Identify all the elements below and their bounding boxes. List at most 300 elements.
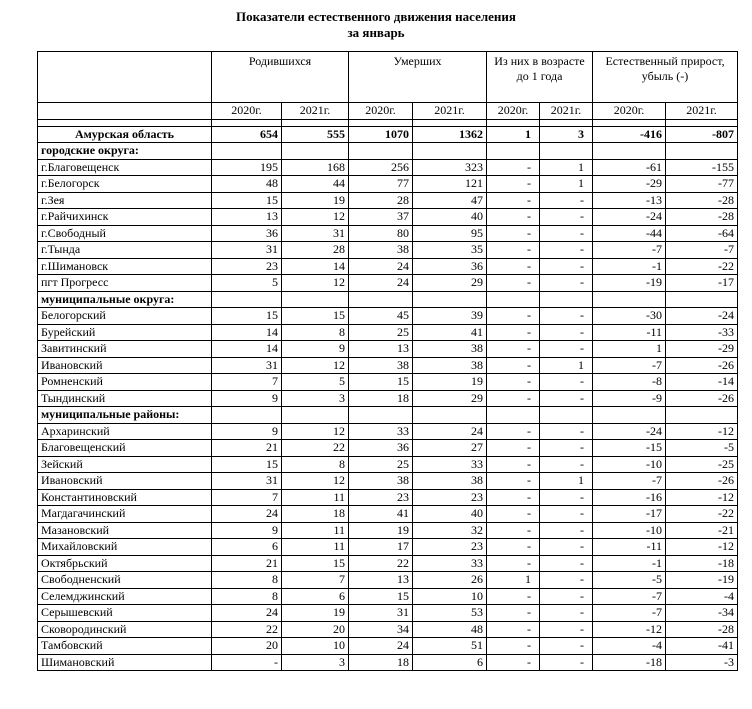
row-label: Тындинский <box>38 390 212 407</box>
table-cell: 18 <box>282 506 349 523</box>
table-row <box>38 192 738 209</box>
table-cell: 38 <box>349 242 413 259</box>
table-cell: 12 <box>282 357 349 374</box>
table-cell: 23 <box>413 539 487 556</box>
row-label: г.Белогорск <box>38 176 212 193</box>
table-cell: - <box>487 390 540 407</box>
table-cell: - <box>540 555 593 572</box>
table-cell: -15 <box>593 440 666 457</box>
header-natural: Естественный прирост, убыль (-) <box>593 52 738 103</box>
table-cell: 36 <box>212 225 282 242</box>
table-cell: 35 <box>413 242 487 259</box>
table-cell: -155 <box>666 159 738 176</box>
table-cell: - <box>487 209 540 226</box>
table-cell: -29 <box>593 176 666 193</box>
table-cell: -19 <box>593 275 666 292</box>
row-label: городские округа: <box>38 143 212 160</box>
table-cell: -7 <box>593 605 666 622</box>
row-label: Свободненский <box>38 572 212 589</box>
table-cell: 1070 <box>349 126 413 143</box>
table-cell <box>212 143 282 160</box>
table-cell: -41 <box>666 638 738 655</box>
table-cell: -19 <box>666 572 738 589</box>
row-label: Ивановский <box>38 473 212 490</box>
table-row <box>38 176 738 193</box>
table-cell: - <box>540 225 593 242</box>
row-label: Белогорский <box>38 308 212 325</box>
table-cell: -4 <box>666 588 738 605</box>
table-cell: -30 <box>593 308 666 325</box>
table-cell: - <box>487 440 540 457</box>
section-header <box>38 291 738 308</box>
table-cell: 9 <box>212 423 282 440</box>
table-cell: 24 <box>212 605 282 622</box>
table-cell: - <box>487 605 540 622</box>
table-cell: -61 <box>593 159 666 176</box>
header-blank <box>38 52 212 103</box>
table-cell: 8 <box>212 572 282 589</box>
table-cell: - <box>540 506 593 523</box>
table-cell: - <box>487 374 540 391</box>
table-row <box>38 308 738 325</box>
header-died: Умерших <box>349 52 487 103</box>
row-label: Селемджинский <box>38 588 212 605</box>
table-cell: - <box>540 341 593 358</box>
table-cell: -10 <box>593 456 666 473</box>
table-cell: 9 <box>212 390 282 407</box>
table-cell: 21 <box>212 555 282 572</box>
row-label: г.Зея <box>38 192 212 209</box>
table-cell: 12 <box>282 275 349 292</box>
table-cell: - <box>487 192 540 209</box>
table-cell: - <box>487 654 540 671</box>
table-cell: 3 <box>282 654 349 671</box>
table-cell: -1 <box>593 258 666 275</box>
table-cell: 1362 <box>413 126 487 143</box>
row-label: Тамбовский <box>38 638 212 655</box>
table-cell <box>349 143 413 160</box>
table-cell: - <box>487 456 540 473</box>
table-cell: - <box>487 638 540 655</box>
separator <box>38 119 212 126</box>
table-cell: -3 <box>666 654 738 671</box>
section-header <box>38 407 738 424</box>
table-cell: - <box>540 258 593 275</box>
table-cell: 77 <box>349 176 413 193</box>
table-cell: 13 <box>349 572 413 589</box>
table-cell: 23 <box>413 489 487 506</box>
row-label: Бурейский <box>38 324 212 341</box>
header-year: 2021г. <box>413 103 487 120</box>
table-cell: - <box>487 357 540 374</box>
table-cell: -7 <box>593 242 666 259</box>
table-cell: -12 <box>666 489 738 506</box>
header-born: Родившихся <box>212 52 349 103</box>
table-row <box>38 506 738 523</box>
table-cell: 10 <box>282 638 349 655</box>
table-cell: 19 <box>282 605 349 622</box>
table-cell <box>349 407 413 424</box>
table-cell: 41 <box>413 324 487 341</box>
row-label: Ивановский <box>38 357 212 374</box>
table-cell: 27 <box>413 440 487 457</box>
table-cell: - <box>540 390 593 407</box>
table-cell: -7 <box>666 242 738 259</box>
table-cell: 40 <box>413 209 487 226</box>
table-cell: - <box>540 308 593 325</box>
table-cell: 20 <box>282 621 349 638</box>
table-cell: - <box>540 242 593 259</box>
table-cell: - <box>540 638 593 655</box>
table-cell <box>413 291 487 308</box>
table-cell: 5 <box>282 374 349 391</box>
table-cell: - <box>540 456 593 473</box>
table-cell: 168 <box>282 159 349 176</box>
table-cell: 1 <box>593 341 666 358</box>
table-cell: - <box>487 225 540 242</box>
table-cell <box>666 143 738 160</box>
table-cell: -34 <box>666 605 738 622</box>
table-row <box>38 390 738 407</box>
header-year: 2021г. <box>540 103 593 120</box>
table-cell: 40 <box>413 506 487 523</box>
table-row <box>38 473 738 490</box>
table-cell: -44 <box>593 225 666 242</box>
row-label: Ромненский <box>38 374 212 391</box>
table-cell: 12 <box>282 473 349 490</box>
table-cell: 11 <box>282 539 349 556</box>
table-cell: 25 <box>349 456 413 473</box>
table-cell: -9 <box>593 390 666 407</box>
table-cell: - <box>540 324 593 341</box>
row-label: Завитинский <box>38 341 212 358</box>
table-cell: 1 <box>487 126 540 143</box>
table-cell: - <box>540 522 593 539</box>
table-cell <box>413 407 487 424</box>
table-cell: 15 <box>349 374 413 391</box>
table-row <box>38 539 738 556</box>
header-infants: Из них в возрасте до 1 года <box>487 52 593 103</box>
table-cell: -7 <box>593 588 666 605</box>
table-row <box>38 374 738 391</box>
table-row <box>38 275 738 292</box>
table-cell: 51 <box>413 638 487 655</box>
table-cell: -13 <box>593 192 666 209</box>
table-cell: 24 <box>413 423 487 440</box>
table-cell: - <box>487 555 540 572</box>
table-cell: -77 <box>666 176 738 193</box>
table-row <box>38 258 738 275</box>
table-cell: - <box>540 192 593 209</box>
header-year: 2021г. <box>666 103 738 120</box>
row-label: г.Шимановск <box>38 258 212 275</box>
table-cell: - <box>487 522 540 539</box>
table-cell: - <box>540 209 593 226</box>
table-cell <box>540 407 593 424</box>
table-row <box>38 638 738 655</box>
table-cell: 9 <box>212 522 282 539</box>
table-cell: -12 <box>666 423 738 440</box>
table-cell: 256 <box>349 159 413 176</box>
table-cell: 28 <box>282 242 349 259</box>
table-cell: 1 <box>540 159 593 176</box>
table-cell: 26 <box>413 572 487 589</box>
row-label: Благовещенский <box>38 440 212 457</box>
table-cell: 25 <box>349 324 413 341</box>
table-row <box>38 654 738 671</box>
row-label: муниципальные районы: <box>38 407 212 424</box>
header-year: 2020г. <box>212 103 282 120</box>
table-row <box>38 572 738 589</box>
table-cell: - <box>540 539 593 556</box>
table-cell: -22 <box>666 506 738 523</box>
table-cell <box>212 291 282 308</box>
table-cell: -7 <box>593 357 666 374</box>
table-cell: -14 <box>666 374 738 391</box>
table-cell <box>487 143 540 160</box>
table-cell: -4 <box>593 638 666 655</box>
table-cell: 555 <box>282 126 349 143</box>
table-cell: 1 <box>540 357 593 374</box>
table-cell: 121 <box>413 176 487 193</box>
section-header <box>38 143 738 160</box>
table-cell: 33 <box>349 423 413 440</box>
table-cell: 32 <box>413 522 487 539</box>
table-row <box>38 324 738 341</box>
table-cell: 15 <box>349 588 413 605</box>
table-cell: - <box>487 588 540 605</box>
table-cell: 22 <box>282 440 349 457</box>
table-cell: 11 <box>282 489 349 506</box>
row-label: Зейский <box>38 456 212 473</box>
table-cell: -18 <box>593 654 666 671</box>
table-cell: - <box>487 258 540 275</box>
table-cell: 11 <box>282 522 349 539</box>
table-cell: 19 <box>413 374 487 391</box>
table-cell: -8 <box>593 374 666 391</box>
table-cell: 36 <box>349 440 413 457</box>
table-cell: - <box>540 374 593 391</box>
table-cell: 31 <box>349 605 413 622</box>
table-cell: -7 <box>593 473 666 490</box>
table-cell: 15 <box>212 192 282 209</box>
table-cell: 195 <box>212 159 282 176</box>
table-cell: - <box>540 423 593 440</box>
table-cell <box>282 291 349 308</box>
table-cell: - <box>540 440 593 457</box>
table-cell: -22 <box>666 258 738 275</box>
table-cell: 38 <box>349 473 413 490</box>
header-blank-year <box>38 103 212 120</box>
table-cell: 13 <box>349 341 413 358</box>
table-cell: -26 <box>666 473 738 490</box>
row-label: Магдагачинский <box>38 506 212 523</box>
row-label: Михайловский <box>38 539 212 556</box>
table-cell: - <box>540 489 593 506</box>
table-cell <box>540 143 593 160</box>
table-cell: - <box>487 473 540 490</box>
table-cell: 15 <box>282 308 349 325</box>
table-cell: 9 <box>282 341 349 358</box>
table-row <box>38 440 738 457</box>
table-cell: 10 <box>413 588 487 605</box>
table-cell <box>413 143 487 160</box>
table-cell: 24 <box>349 638 413 655</box>
table-cell: 31 <box>212 357 282 374</box>
row-label: пгт Прогресс <box>38 275 212 292</box>
header-year: 2020г. <box>349 103 413 120</box>
table-cell: 20 <box>212 638 282 655</box>
table-cell: -24 <box>593 209 666 226</box>
table-cell: 33 <box>413 555 487 572</box>
table-cell: - <box>487 341 540 358</box>
table-cell: 14 <box>212 341 282 358</box>
table-cell: - <box>487 489 540 506</box>
table-cell: -17 <box>666 275 738 292</box>
table-cell: 323 <box>413 159 487 176</box>
table-cell: 3 <box>540 126 593 143</box>
table-cell: 17 <box>349 539 413 556</box>
table-row <box>38 159 738 176</box>
table-row <box>38 209 738 226</box>
table-cell: -416 <box>593 126 666 143</box>
table-row <box>38 588 738 605</box>
table-cell: 14 <box>282 258 349 275</box>
table-cell: -11 <box>593 324 666 341</box>
table-cell: 36 <box>413 258 487 275</box>
row-label: г.Благовещенск <box>38 159 212 176</box>
table-cell: -26 <box>666 357 738 374</box>
table-cell: 3 <box>282 390 349 407</box>
table-cell: -28 <box>666 209 738 226</box>
table-row <box>38 621 738 638</box>
table-cell: -10 <box>593 522 666 539</box>
table-cell <box>487 291 540 308</box>
table-cell: 6 <box>282 588 349 605</box>
table-cell: -64 <box>666 225 738 242</box>
table-cell: 24 <box>349 258 413 275</box>
table-cell: 53 <box>413 605 487 622</box>
table-cell: -24 <box>666 308 738 325</box>
table-cell: 47 <box>413 192 487 209</box>
table-cell: -26 <box>666 390 738 407</box>
row-label: муниципальные округа: <box>38 291 212 308</box>
table-cell: 1 <box>540 473 593 490</box>
table-cell: - <box>540 621 593 638</box>
table-cell: 6 <box>413 654 487 671</box>
table-cell: - <box>487 506 540 523</box>
table-cell: -18 <box>666 555 738 572</box>
table-cell: 1 <box>487 572 540 589</box>
table-cell <box>593 291 666 308</box>
row-label: Серышевский <box>38 605 212 622</box>
row-label: Октябрьский <box>38 555 212 572</box>
table-cell: 8 <box>282 456 349 473</box>
table-cell: 45 <box>349 308 413 325</box>
table-cell: 29 <box>413 275 487 292</box>
table-cell <box>282 143 349 160</box>
row-label: Константиновский <box>38 489 212 506</box>
table-cell <box>593 407 666 424</box>
table-cell: 95 <box>413 225 487 242</box>
population-table <box>37 51 738 671</box>
table-cell: 33 <box>413 456 487 473</box>
table-cell: -28 <box>666 621 738 638</box>
table-cell: -21 <box>666 522 738 539</box>
table-cell: 21 <box>212 440 282 457</box>
table-cell: 31 <box>212 242 282 259</box>
table-cell <box>666 407 738 424</box>
table-cell: - <box>212 654 282 671</box>
row-label: г.Тында <box>38 242 212 259</box>
table-cell: -12 <box>666 539 738 556</box>
table-cell: 80 <box>349 225 413 242</box>
table-cell: -5 <box>666 440 738 457</box>
row-label: г.Райчихинск <box>38 209 212 226</box>
table-cell: 29 <box>413 390 487 407</box>
table-cell: 38 <box>413 341 487 358</box>
page-title <box>0 9 752 41</box>
table-row <box>38 242 738 259</box>
table-cell: - <box>540 572 593 589</box>
table-cell: -29 <box>666 341 738 358</box>
table-cell: 28 <box>349 192 413 209</box>
total-row <box>38 126 738 143</box>
table-cell: 38 <box>413 473 487 490</box>
table-cell: 44 <box>282 176 349 193</box>
row-label: г.Свободный <box>38 225 212 242</box>
table-cell: 15 <box>212 456 282 473</box>
table-cell: -16 <box>593 489 666 506</box>
header-year: 2020г. <box>593 103 666 120</box>
table-cell <box>593 143 666 160</box>
table-cell: 7 <box>212 374 282 391</box>
table-cell: 38 <box>349 357 413 374</box>
table-cell: 37 <box>349 209 413 226</box>
header-year: 2021г. <box>282 103 349 120</box>
table-cell: - <box>540 275 593 292</box>
table-row <box>38 555 738 572</box>
table-cell: 18 <box>349 654 413 671</box>
table-cell: 39 <box>413 308 487 325</box>
table-cell: 15 <box>282 555 349 572</box>
table-cell: 48 <box>212 176 282 193</box>
table-cell: -5 <box>593 572 666 589</box>
row-label: Мазановский <box>38 522 212 539</box>
table-cell: 48 <box>413 621 487 638</box>
table-cell: 24 <box>349 275 413 292</box>
table-row <box>38 456 738 473</box>
table-cell: 31 <box>212 473 282 490</box>
table-cell: 23 <box>349 489 413 506</box>
table-cell: - <box>487 242 540 259</box>
table-cell: -24 <box>593 423 666 440</box>
row-label: Архаринский <box>38 423 212 440</box>
table-cell: -11 <box>593 539 666 556</box>
table-cell: - <box>487 324 540 341</box>
table-cell: - <box>487 275 540 292</box>
table-cell: 1 <box>540 176 593 193</box>
table-row <box>38 423 738 440</box>
row-label: Шимановский <box>38 654 212 671</box>
table-cell <box>212 407 282 424</box>
table-row <box>38 357 738 374</box>
table-cell: -33 <box>666 324 738 341</box>
table-cell: 8 <box>282 324 349 341</box>
table-cell: 7 <box>212 489 282 506</box>
table-cell: 41 <box>349 506 413 523</box>
table-cell: 654 <box>212 126 282 143</box>
